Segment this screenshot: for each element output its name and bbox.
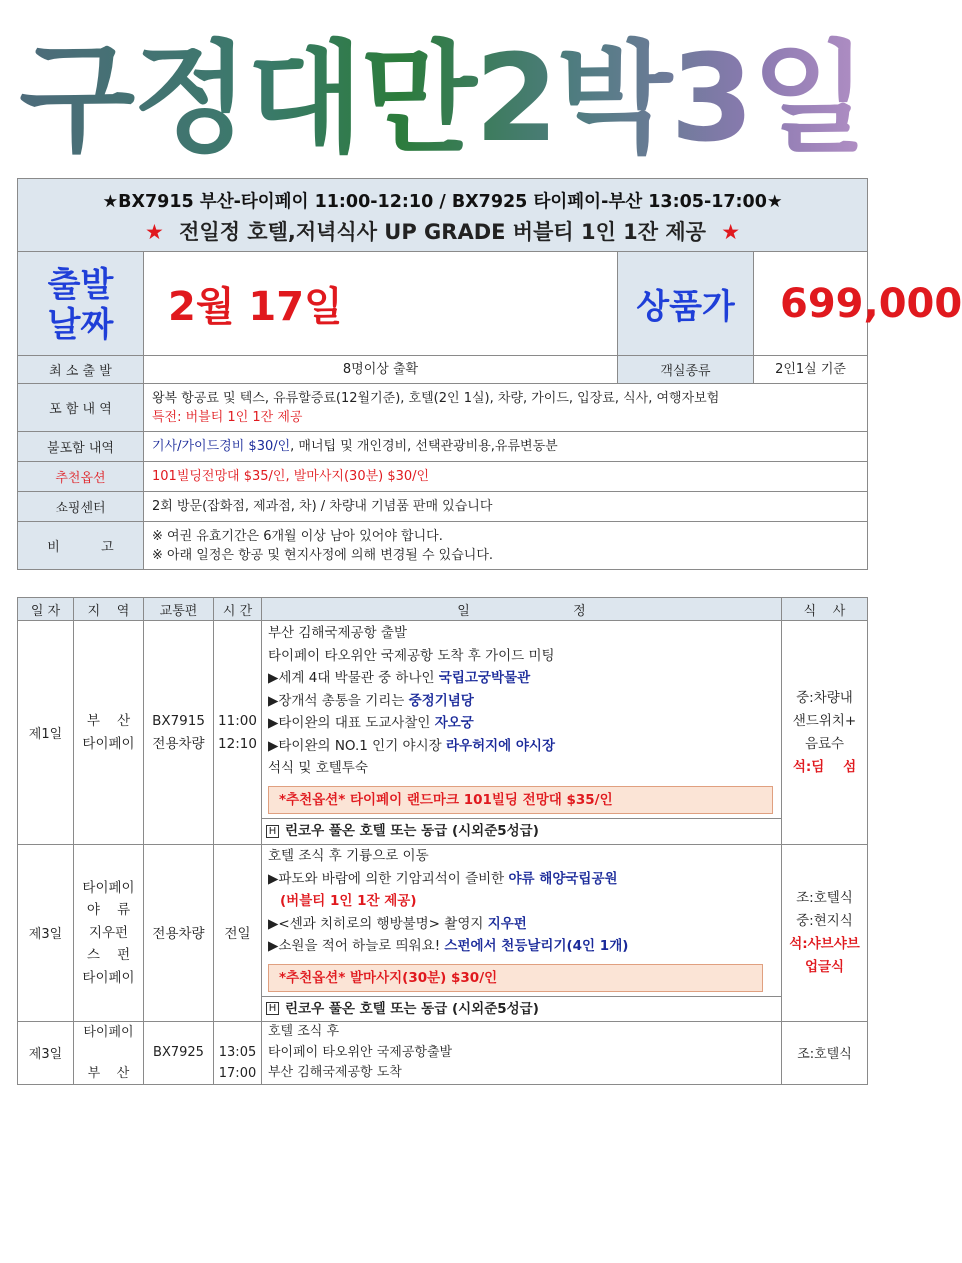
excludes-value: 기사/가이드경비 $30/인, 매너팁 및 개인경비, 선택관광비용,유류변동분 bbox=[144, 432, 868, 462]
day3-time: 13:05 17:00 bbox=[214, 1021, 262, 1084]
price-value: 699,000 bbox=[754, 252, 868, 356]
excludes-label: 불포함 내역 bbox=[18, 432, 144, 462]
day2-itinerary: 호텔 조식 후 기륭으로 이동 ▶파도와 바람에 의한 기암괴석이 즐비한 야류 해양국립공원 (버블티 1인 1잔 제공) ▶<센과 치히로의 행방불명> 촬영지 지우펀 ▶소원을 적어 하늘로 띄워요! 스펀에서 천등날리기(4인 1개) *추천옵션* 발마사지(30분) $30/인 H 린코우 풀온 호텔 또는 동급 (시외준5성급) bbox=[262, 845, 782, 1022]
promo-banner bbox=[18, 217, 867, 251]
day1-meal: 중:차량내 샌드위치+ 음료수 석:딤 섬 bbox=[782, 621, 868, 845]
col-itinerary: 일 정 bbox=[262, 598, 782, 621]
day1-place: 부 산 타이페이 bbox=[74, 621, 144, 845]
day3-row bbox=[18, 1021, 868, 1084]
price-label: 상품가 bbox=[618, 252, 754, 356]
day2-time: 전일 bbox=[214, 845, 262, 1022]
day3-place: 타이페이 부 산 bbox=[74, 1021, 144, 1084]
day1-row bbox=[18, 621, 868, 845]
day2-transport: 전용차량 bbox=[144, 845, 214, 1022]
day1-transport: BX7915 전용차량 bbox=[144, 621, 214, 845]
day2-row bbox=[18, 845, 868, 1022]
departure-label: 출발 날짜 bbox=[18, 252, 144, 356]
shopping-value: 2회 방문(잡화점, 제과점, 차) / 차량내 기념품 판매 있습니다 bbox=[144, 492, 868, 522]
star-icon: ★ bbox=[144, 220, 164, 244]
day1-label: 제1일 bbox=[18, 621, 74, 845]
day3-label: 제3일 bbox=[18, 1021, 74, 1084]
options-label: 추천옵션 bbox=[18, 462, 144, 492]
star-icon: ★ bbox=[721, 220, 741, 244]
day2-meal: 조:호텔식 중:현지식 석:샤브샤브 업글식 bbox=[782, 845, 868, 1022]
col-time: 시 간 bbox=[214, 598, 262, 621]
day2-place: 타이페이 야 류 지우펀 스 펀 타이페이 bbox=[74, 845, 144, 1022]
day1-itinerary: 부산 김해국제공항 출발 타이페이 타오위안 국제공항 도착 후 가이드 미팅 ▶세계 4대 박물관 중 하나인 국립고궁박물관 ▶장개석 총통을 기리는 중정기념당 ▶타이완의 대표 도교사찰인 자오궁 ▶타이완의 NO.1 인기 야시장 라우허지에 야시장 석식 및 호텔투숙 *추천옵션* 타이페이 랜드마크 101빌딩 전망대 $35/인 H 린코우 풀온 호텔 또는 동급 (시외준5성급) bbox=[262, 621, 782, 845]
day2-label: 제3일 bbox=[18, 845, 74, 1022]
min-departure-value: 8명이상 출확 bbox=[144, 356, 618, 384]
special-offer: 특전: 버블티 1인 1잔 제공 bbox=[152, 409, 303, 425]
col-transport: 교통편 bbox=[144, 598, 214, 621]
room-type-value: 2인1실 기준 bbox=[754, 356, 868, 384]
day1-time: 11:00 12:10 bbox=[214, 621, 262, 845]
min-departure-label: 최 소 출 발 bbox=[18, 356, 144, 384]
hotel-icon: H bbox=[266, 1002, 279, 1015]
day3-itinerary: 호텔 조식 후 타이페이 타오위안 국제공항출발 부산 김해국제공항 도착 bbox=[262, 1021, 782, 1084]
options-value: 101빌딩전망대 $35/인, 발마사지(30분) $30/인 bbox=[144, 462, 868, 492]
departure-date: 2월 17일 bbox=[144, 252, 618, 356]
col-meal: 식 사 bbox=[782, 598, 868, 621]
itinerary-table bbox=[17, 178, 962, 570]
promo-text: 전일정 호텔,저녁식사 UP GRADE 버블티 1인 1잔 제공 bbox=[179, 220, 706, 244]
hotel-icon: H bbox=[266, 825, 279, 838]
schedule-table bbox=[17, 597, 868, 1085]
day2-option: *추천옵션* 발마사지(30분) $30/인 bbox=[268, 964, 763, 992]
includes-label: 포 함 내 역 bbox=[18, 384, 144, 432]
day3-meal: 조:호텔식 bbox=[782, 1021, 868, 1084]
page-title: 구정대만2박3일 bbox=[0, 30, 885, 170]
notes-value: ※ 여권 유효기간은 6개월 이상 남아 있어야 합니다. ※ 아래 일정은 항공 및 현지사정에 의해 변경될 수 있습니다. bbox=[144, 522, 868, 570]
col-day: 일 자 bbox=[18, 598, 74, 621]
room-type-label: 객실종류 bbox=[618, 356, 754, 384]
flight-info: ★BX7915 부산-타이페이 11:00-12:10 / BX7925 타이페이-부산 13:05-17:00★ bbox=[102, 192, 783, 212]
notes-label: 비 고 bbox=[18, 522, 144, 570]
includes-value: 왕복 항공료 및 텍스, 유류할증료(12월기준), 호텔(2인 1실), 차량, 가이드, 입장료, 식사, 여행자보험 특전: 버블티 1인 1잔 제공 bbox=[144, 384, 868, 432]
day2-hotel: H 린코우 풀온 호텔 또는 동급 (시외준5성급) bbox=[262, 996, 781, 1021]
day3-transport: BX7925 bbox=[144, 1021, 214, 1084]
day1-hotel: H 린코우 풀온 호텔 또는 동급 (시외준5성급) bbox=[262, 818, 781, 843]
shopping-label: 쇼핑센터 bbox=[18, 492, 144, 522]
day1-option: *추천옵션* 타이페이 랜드마크 101빌딩 전망대 $35/인 bbox=[268, 786, 773, 814]
col-place: 지 역 bbox=[74, 598, 144, 621]
